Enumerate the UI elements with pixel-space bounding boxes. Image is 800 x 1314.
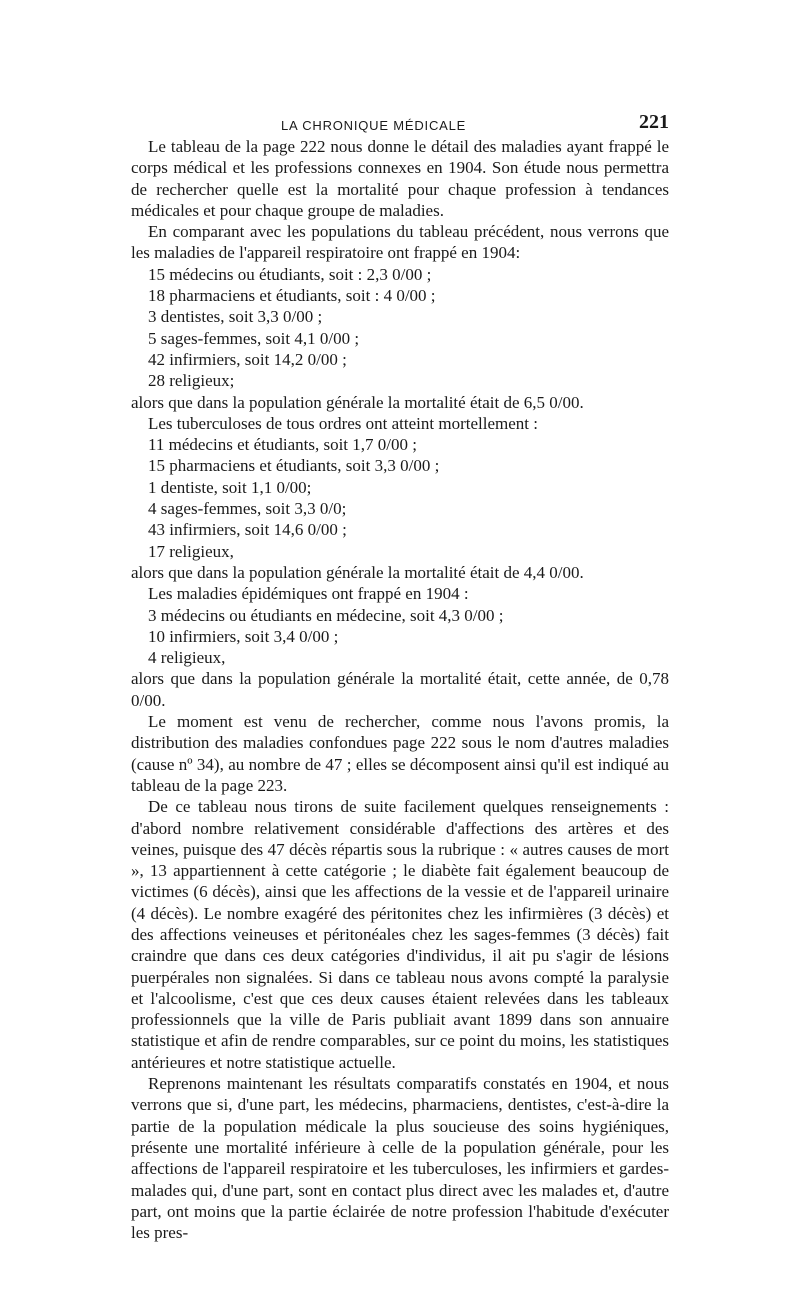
epidemic-close: alors que dans la population générale la mortalité était, cette année, de 0,78 0/00.: [131, 669, 669, 710]
list-item: 15 pharmaciens et étudiants, soit 3,3 0/00 ;: [148, 456, 440, 476]
body-text: [131, 136, 669, 1243]
list-item: 1 dentiste, soit 1,1 0/00;: [148, 477, 312, 497]
paragraph-respiratory-intro: En comparant avec les populations du tableau précédent, nous verrons que les maladies de l'appareil respiratoire ont frappé en 1904:: [131, 222, 669, 263]
list-item: 11 médecins et étudiants, soit 1,7 0/00 ;: [148, 435, 417, 455]
running-head: [131, 112, 669, 136]
list-item: 4 religieux,: [148, 648, 226, 668]
list-item: 4 sages-femmes, soit 3,3 0/0;: [148, 499, 347, 519]
paragraph-comparison: Reprenons maintenant les résultats comparatifs constatés en 1904, et nous verrons que si, d'une part, les médecins, pharmaciens, dentistes, c'est-à-dire la partie de la population médicale la plus soucieuse des soins hygiéniques, présente une mortalité inférieure à celle de la population générale, pour les affections de l'appareil respiratoire et les tuberculoses, les infirmiers et gardes-malades qui, d'une part, sont en contact plus direct avec les malades et, d'autre part, ont moins que la partie éclairée de notre profession l'habitude d'exécuter les pres-: [131, 1074, 669, 1243]
list-item: 3 médecins ou étudiants en médecine, soit 4,3 0/00 ;: [148, 605, 504, 625]
list-item: 3 dentistes, soit 3,3 0/00 ;: [148, 307, 323, 327]
paragraph-epidemic-intro: Les maladies épidémiques ont frappé en 1904 :: [148, 584, 469, 604]
respiratory-list: [131, 264, 669, 392]
list-item: 17 religieux,: [148, 541, 234, 561]
list-item: 5 sages-femmes, soit 4,1 0/00 ;: [148, 328, 360, 348]
list-item: 42 infirmiers, soit 14,2 0/00 ;: [148, 349, 347, 369]
epidemic-list: [131, 605, 669, 669]
page-number: 221: [639, 111, 669, 133]
list-item: 43 infirmiers, soit 14,6 0/00 ;: [148, 520, 347, 540]
list-item: 18 pharmaciens et étudiants, soit : 4 0/00 ;: [148, 286, 436, 306]
running-title: LA CHRONIQUE MÉDICALE: [281, 118, 467, 133]
paragraph-tuberculosis-intro: Les tuberculoses de tous ordres ont atteint mortellement :: [148, 413, 538, 433]
tuberculosis-close: alors que dans la population générale la mortalité était de 4,4 0/00.: [131, 562, 584, 582]
paragraph-table-analysis: De ce tableau nous tirons de suite facilement quelques renseignements : d'abord nombre relativement considérable d'affections des artères et des veines, puisque des 47 décès répartis sous la rubrique : « autres causes de mort », 13 appartiennent à cette catégorie ; le diabète fait également beaucoup de victimes (6 décès), ainsi que les affections de la vessie et de l'appareil urinaire (4 décès). Le nombre exagéré des péritonites chez les infirmières (3 décès) et des affections veineuses et péritonéales chez les sages-femmes (3 décès) fait craindre que dans ces deux catégories d'individus, il ait pu s'agir de lésions puerpérales non signalées. Si dans ce tableau nous avons compté la paralysie et l'alcoolisme, c'est que ces deux causes étaient relevées dans les tableaux professionnels que la ville de Paris publiait avant 1899 dans son annuaire statistique et afin de rendre comparables, sur ce point du moins, les statistiques antérieures et notre statistique actuelle.: [131, 797, 669, 1072]
page: [131, 112, 669, 1243]
respiratory-close: alors que dans la population générale la mortalité était de 6,5 0/00.: [131, 392, 584, 412]
tuberculosis-list: [131, 434, 669, 562]
list-item: 28 religieux;: [148, 371, 235, 391]
list-item: 15 médecins ou étudiants, soit : 2,3 0/00 ;: [148, 264, 432, 284]
list-item: 10 infirmiers, soit 3,4 0/00 ;: [148, 626, 339, 646]
paragraph-intro: Le tableau de la page 222 nous donne le détail des maladies ayant frappé le corps médical et les professions connexes en 1904. Son étude nous permettra de rechercher quelle est la mortalité pour chaque profession à tendances médicales et pour chaque groupe de maladies.: [131, 137, 669, 220]
paragraph-other-diseases: Le moment est venu de rechercher, comme nous l'avons promis, la distribution des maladies confondues page 222 sous le nom d'autres maladies (cause nº 34), au nombre de 47 ; elles se décomposent ainsi qu'il est indiqué au tableau de la page 223.: [131, 712, 669, 795]
